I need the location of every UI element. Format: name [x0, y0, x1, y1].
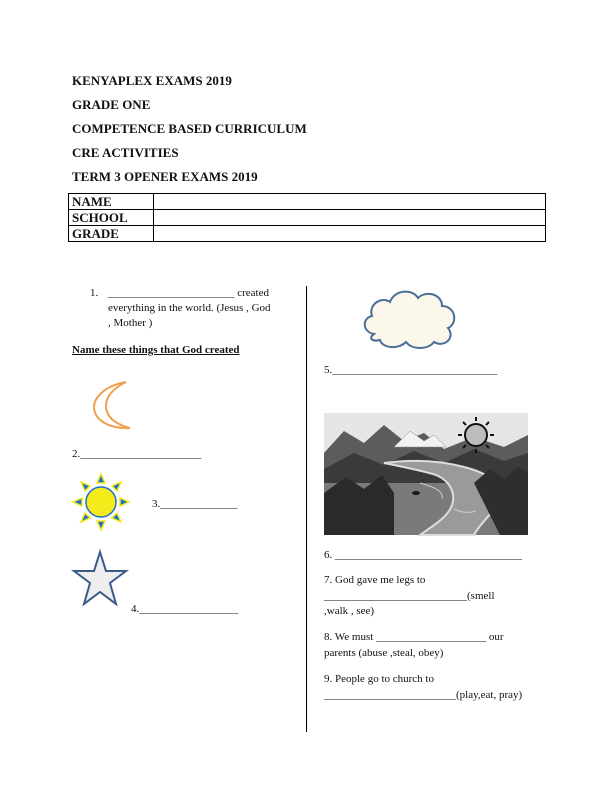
q9-line-1: 9. People go to church to	[324, 673, 434, 685]
name-row	[69, 194, 546, 210]
q8-line-1: 8. We must ____________________ our	[324, 631, 504, 643]
q8-line-2: parents (abuse ,steal, obey)	[324, 647, 444, 659]
q4-answer-line: 4.__________________	[131, 603, 239, 615]
q3-answer-line: 3.______________	[152, 498, 238, 510]
river-landscape-image	[324, 413, 528, 535]
q7-line-1: 7. God gave me legs to	[324, 574, 426, 586]
header-line-1: KENYAPLEX EXAMS 2019	[72, 73, 232, 88]
moon-outline	[94, 382, 130, 428]
moon-icon	[92, 380, 132, 432]
q1-line-3: , Mother )	[108, 317, 153, 329]
q9-line-2: ________________________(play,eat, pray)	[324, 689, 523, 701]
grade-field[interactable]	[154, 226, 546, 242]
q1-number: 1.	[90, 287, 99, 299]
sun-icon	[72, 473, 130, 531]
star-icon	[72, 550, 128, 608]
grade-row	[69, 226, 546, 242]
name-label: NAME	[69, 194, 154, 210]
q5-answer-line: 5.______________________________	[324, 364, 498, 376]
sun-disc	[86, 487, 116, 517]
q7-line-2: __________________________(smell	[324, 590, 495, 602]
section-heading: Name these things that God created	[72, 344, 240, 356]
grade-label: GRADE	[69, 226, 154, 242]
school-label: SCHOOL	[69, 210, 154, 226]
name-field[interactable]	[154, 194, 546, 210]
student-info-table	[68, 193, 546, 242]
header-line-3: COMPETENCE BASED CURRICULUM	[72, 121, 307, 136]
q1-line-1: _______________________ created	[108, 287, 269, 299]
header-line-5: TERM 3 OPENER EXAMS 2019	[72, 169, 258, 184]
header-line-4: CRE ACTIVITIES	[72, 145, 179, 160]
header-line-2: GRADE ONE	[72, 97, 151, 112]
q7-line-3: ,walk , see)	[324, 605, 375, 617]
q6-answer-line: 6. __________________________________	[324, 549, 522, 561]
cloud-shape	[365, 292, 455, 348]
school-field[interactable]	[154, 210, 546, 226]
column-divider	[306, 286, 307, 732]
q2-answer-line: 2.______________________	[72, 448, 202, 460]
star-shape	[74, 552, 126, 604]
school-row	[69, 210, 546, 226]
cloud-icon	[360, 286, 460, 350]
q1-line-2: everything in the world. (Jesus , God	[108, 302, 271, 314]
